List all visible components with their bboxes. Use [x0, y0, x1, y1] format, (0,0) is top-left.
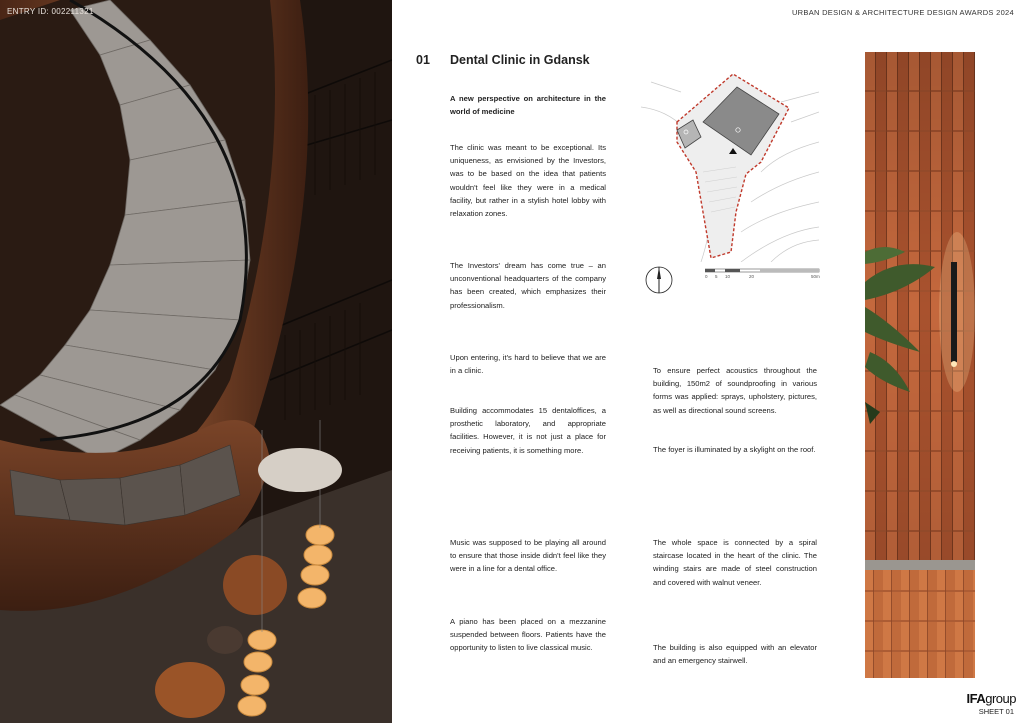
paragraph-4	[450, 404, 606, 457]
subheading	[450, 92, 606, 118]
paragraph-7	[653, 364, 817, 417]
scale-label: 10	[725, 274, 731, 279]
paragraph-9	[653, 536, 817, 589]
north-arrow-icon	[644, 265, 674, 295]
scale-label: 0	[705, 274, 708, 279]
paragraph-text: Building accommodates 15 dentaloffices, a prosthetic laboratory, and appropriate facilities. However, it is not just a place for receiving patients, it is something more.	[450, 406, 606, 455]
paragraph-10	[653, 641, 817, 667]
award-title: URBAN DESIGN & ARCHITECTURE DESIGN AWARDS 2024	[791, 8, 1014, 17]
brick-wall-photo	[865, 52, 975, 678]
paragraph-text: The Investors' dream has come true – an unconventional headquarters of the company has been created, which emphasizes their professionalism.	[450, 261, 606, 310]
scale-bar	[705, 268, 821, 281]
logo-bold: IFA	[966, 691, 986, 706]
paragraph-text: The building is also equipped with an elevator and an emergency stairwell.	[653, 643, 817, 666]
subheading-text: A new perspective on architecture in the world of medicine	[450, 94, 606, 117]
paragraph-text: A piano has been placed on a mezzanine suspended between floors. Patients have the opportunity to listen to live classical music.	[450, 617, 606, 653]
paragraph-2	[450, 259, 606, 312]
scale-label: 5	[715, 274, 718, 279]
staircase-illustration	[0, 0, 392, 723]
paragraph-text: The clinic was meant to be exceptional. Its uniqueness, as envisioned by the Investors, was to be based on the idea that patients wouldn't feel like they were in a medical facility, but rather in a stylish hotel lobby with relaxation zones.	[450, 143, 606, 219]
scale-label: 50m	[811, 274, 820, 279]
paragraph-3	[450, 351, 606, 377]
paragraph-text: To ensure perfect acoustics throughout the building, 150m2 of soundproofing in various forms was applied: sprays, upholstery, pictures, as well as directional sound screens.	[653, 366, 817, 415]
paragraph-6	[450, 615, 606, 655]
site-plan	[641, 62, 819, 262]
sheet-number: SHEET 01	[978, 707, 1014, 716]
scale-label: 20	[749, 274, 755, 279]
paragraph-text: The foyer is illuminated by a skylight on the roof.	[653, 445, 816, 454]
paragraph-1	[450, 141, 606, 220]
paragraph-text: Upon entering, it's hard to believe that we are in a clinic.	[450, 353, 606, 376]
spiral-staircase-photo	[0, 0, 392, 723]
ifa-group-logo	[967, 691, 1016, 706]
paragraph-5	[450, 536, 606, 576]
paragraph-8	[653, 443, 817, 456]
paragraph-text: Music was supposed to be playing all around to ensure that those inside didn't feel like they were in a line for a dental office.	[450, 538, 606, 574]
entry-id: ENTRY ID: 002211321	[7, 7, 94, 16]
brick-wall-illustration	[865, 52, 975, 678]
logo-light: group	[985, 691, 1016, 706]
project-title: Dental Clinic in Gdansk	[450, 53, 590, 67]
project-number: 01	[416, 53, 430, 67]
paragraph-text: The whole space is connected by a spiral staircase located in the heart of the clinic. The winding stairs are made of steel construction and covered with walnut veneer.	[653, 538, 817, 587]
